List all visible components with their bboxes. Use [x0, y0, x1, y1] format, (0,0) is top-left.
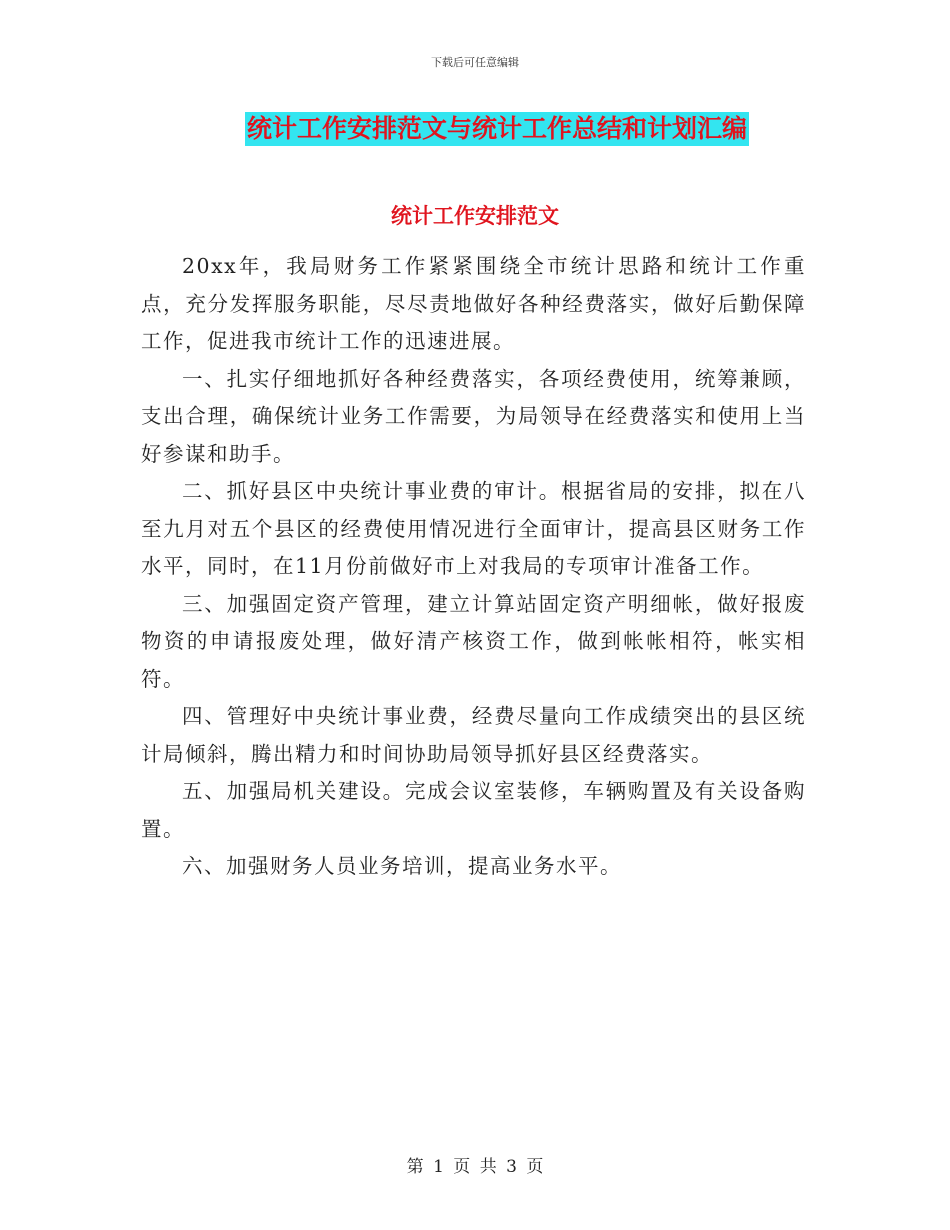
document-body [141, 248, 806, 886]
paragraph: 20xx年，我局财务工作紧紧围绕全市统计思路和统计工作重点，充分发挥服务职能，尽尽责地做好各种经费落实，做好后勤保障工作，促进我市统计工作的迅速进展。 [141, 254, 806, 353]
paragraph: 四、管理好中央统计事业费，经费尽量向工作成绩突出的县区统计局倾斜，腾出精力和时间协助局领导抓好县区经费落实。 [141, 704, 806, 766]
paragraph: 二、抓好县区中央统计事业费的审计。根据省局的安排，拟在八至九月对五个县区的经费使用情况进行全面审计，提高县区财务工作水平，同时，在11月份前做好市上对我局的专项审计准备工作。 [141, 479, 806, 578]
page-number-footer: 第 1 页 共 3 页 [406, 1157, 544, 1177]
document-title: 统计工作安排范文与统计工作总结和计划汇编 [245, 112, 749, 146]
section-title: 统计工作安排范文 [391, 204, 559, 228]
paragraph: 五、加强局机关建设。完成会议室装修，车辆购置及有关设备购置。 [141, 779, 806, 841]
document-title-container [0, 112, 950, 146]
paragraph: 三、加强固定资产管理，建立计算站固定资产明细帐，做好报废物资的申请报废处理，做好清产核资工作，做到帐帐相符，帐实相符。 [141, 591, 806, 691]
header-note: 下载后可任意编辑 [431, 56, 519, 69]
paragraph: 一、扎实仔细地抓好各种经费落实，各项经费使用，统筹兼顾，支出合理，确保统计业务工作需要，为局领导在经费落实和使用上当好参谋和助手。 [141, 366, 806, 466]
paragraph: 六、加强财务人员业务培训，提高业务水平。 [182, 854, 622, 878]
